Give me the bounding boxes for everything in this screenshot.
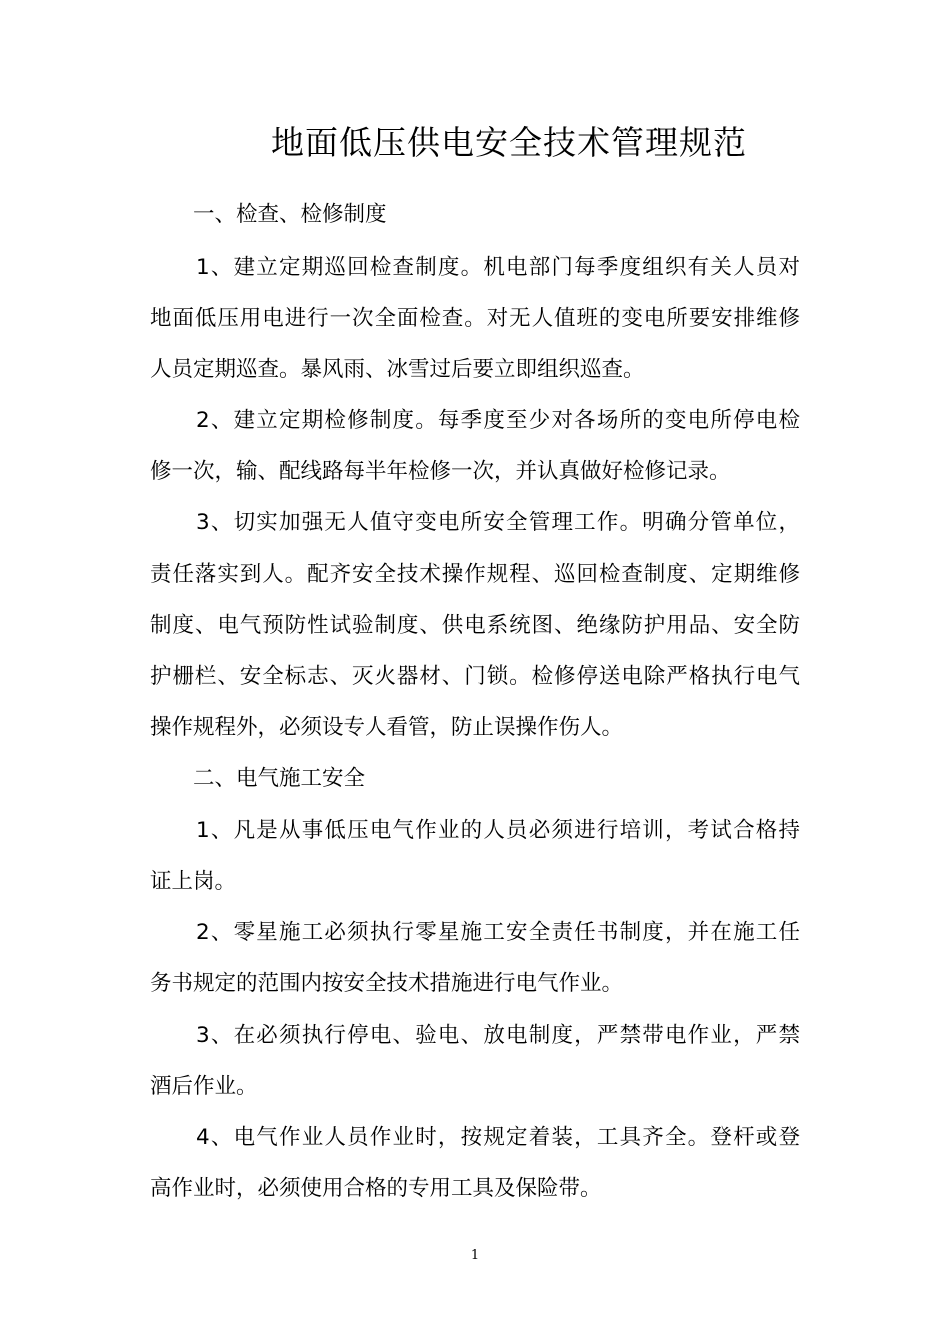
- paragraph-line: 操作规程外，必须设专人看管，防止误操作伤人。: [150, 715, 624, 740]
- paragraph-line: 制度、电气预防性试验制度、供电系统图、绝缘防护用品、安全防: [150, 613, 800, 638]
- paragraph-line: 高作业时，必须使用合格的专用工具及保险带。: [150, 1176, 602, 1201]
- paragraph-line: 修一次，输、配线路每半年检修一次，并认真做好检修记录。: [150, 459, 731, 484]
- page-number: 1: [470, 1248, 480, 1263]
- paragraph-line: 地面低压用电进行一次全面检查。对无人值班的变电所要安排维修: [150, 306, 800, 331]
- paragraph-line: 人员定期巡查。暴风雨、冰雪过后要立即组织巡查。: [150, 357, 645, 382]
- paragraph-line: 务书规定的范围内按安全技术措施进行电气作业。: [150, 971, 624, 996]
- paragraph-line: 1、建立定期巡回检查制度。机电部门每季度组织有关人员对: [196, 255, 800, 280]
- paragraph-line: 证上岗。: [150, 869, 237, 894]
- paragraph-line: 责任落实到人。配齐安全技术操作规程、巡回检查制度、定期维修: [150, 562, 800, 587]
- paragraph-line: 1、凡是从事低压电气作业的人员必须进行培训，考试合格持: [196, 818, 800, 843]
- paragraph-line: 2、建立定期检修制度。每季度至少对各场所的变电所停电检: [196, 408, 800, 433]
- section-heading-inspection: 一、检查、检修制度: [193, 202, 387, 227]
- paragraph-line: 护栅栏、安全标志、灭火器材、门锁。检修停送电除严格执行电气: [150, 664, 800, 689]
- paragraph-line: 4、电气作业人员作业时，按规定着装，工具齐全。登杆或登: [196, 1125, 800, 1150]
- document-title: 地面低压供电安全技术管理规范: [271, 123, 747, 162]
- section-heading-construction: 二、电气施工安全: [193, 766, 366, 791]
- paragraph-line: 3、在必须执行停电、验电、放电制度，严禁带电作业，严禁: [196, 1023, 800, 1048]
- paragraph-line: 酒后作业。: [150, 1074, 258, 1099]
- paragraph-line: 3、切实加强无人值守变电所安全管理工作。明确分管单位，: [196, 510, 800, 535]
- paragraph-line: 2、零星施工必须执行零星施工安全责任书制度，并在施工任: [196, 920, 800, 945]
